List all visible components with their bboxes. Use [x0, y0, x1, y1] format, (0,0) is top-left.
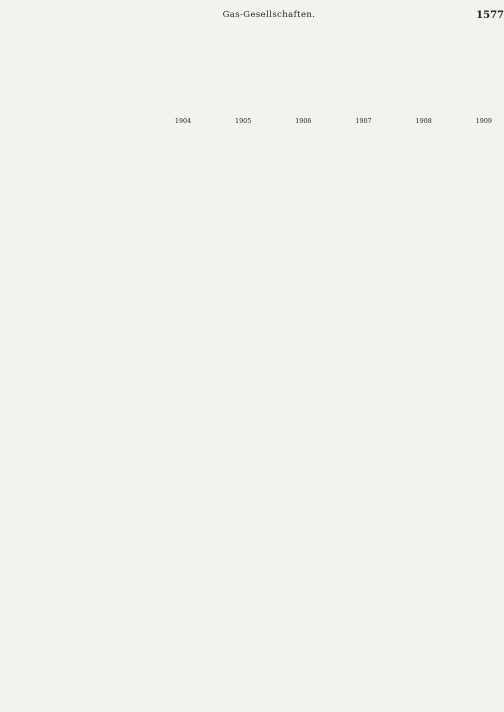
text-line: [34, 685, 494, 692]
text-line: [34, 649, 494, 656]
text-line: [34, 692, 494, 699]
text-line: [34, 455, 494, 462]
text-line: [34, 325, 494, 332]
text-line: [34, 102, 494, 109]
text-line: [34, 275, 494, 282]
text-line: [34, 498, 494, 505]
text-line: [34, 670, 494, 677]
text-line: [34, 225, 494, 232]
text-line: [34, 383, 494, 390]
text-line: [34, 411, 494, 418]
text-line: [34, 296, 494, 303]
text-line: [34, 505, 494, 512]
text-line: [34, 376, 494, 383]
text-line: [34, 361, 494, 368]
text-line: [34, 268, 494, 275]
text-line: [34, 577, 494, 584]
text-line: [34, 562, 494, 569]
text-line: [34, 347, 494, 354]
year-header: 1908: [415, 117, 432, 125]
text-line: [34, 606, 494, 613]
text-line: [34, 519, 494, 526]
year-header: 1905: [235, 117, 252, 125]
text-line: [34, 433, 494, 440]
text-line: [34, 66, 494, 73]
text-line: [34, 570, 494, 577]
text-line: [34, 304, 494, 311]
running-title: Gas-Gesellschaften.: [222, 10, 316, 20]
text-block-b: [34, 189, 494, 702]
text-line: [34, 426, 494, 433]
text-line: [34, 52, 494, 59]
body-text: [34, 30, 494, 702]
text-line: [34, 80, 494, 87]
text-line: [34, 699, 494, 702]
table-header-row: [34, 118, 494, 125]
text-line: [34, 462, 494, 469]
text-line: [34, 541, 494, 548]
text-line: [34, 598, 494, 605]
text-line: [34, 390, 494, 397]
text-line: [34, 88, 494, 95]
text-line: [34, 404, 494, 411]
text-line: [34, 109, 494, 116]
text-line: [34, 95, 494, 102]
text-line: [34, 491, 494, 498]
text-line: [34, 663, 494, 670]
year-header: 1906: [295, 117, 312, 125]
text-block-a: [34, 30, 494, 131]
text-line: [34, 368, 494, 375]
text-line: [34, 318, 494, 325]
text-line: [34, 440, 494, 447]
text-line: [34, 483, 494, 490]
table-corner: [34, 118, 133, 125]
text-line: [34, 30, 494, 37]
text-line: [34, 634, 494, 641]
text-line: [34, 37, 494, 44]
text-line: [34, 217, 494, 224]
text-line: [34, 289, 494, 296]
text-line: [34, 447, 494, 454]
text-line: [34, 196, 494, 203]
production-table: [34, 118, 494, 125]
text-line: [34, 340, 494, 347]
text-line: [34, 534, 494, 541]
text-line: [34, 656, 494, 663]
table-spacer: [34, 131, 494, 189]
text-line: [34, 232, 494, 239]
text-line: [34, 253, 494, 260]
page-header: [34, 10, 504, 24]
text-line: [34, 203, 494, 210]
text-line: [34, 73, 494, 80]
text-line: [34, 397, 494, 404]
left-margin-notes: [0, 30, 30, 430]
text-line: [34, 59, 494, 66]
text-line: [34, 548, 494, 555]
text-line: [34, 469, 494, 476]
year-header: 1904: [174, 117, 192, 125]
year-header: 1907: [355, 117, 372, 125]
text-line: [34, 512, 494, 519]
text-line: [34, 239, 494, 246]
text-line: [34, 261, 494, 268]
text-line: [34, 613, 494, 620]
text-line: [34, 246, 494, 253]
text-line: [34, 189, 494, 196]
year-header: 1909: [475, 117, 492, 125]
page-number: 1577: [476, 10, 504, 21]
text-line: [34, 354, 494, 361]
text-line: [34, 526, 494, 533]
text-line: [34, 282, 494, 289]
text-line: [34, 210, 494, 217]
text-line: [34, 419, 494, 426]
text-line: [34, 677, 494, 684]
text-line: [34, 620, 494, 627]
text-line: [34, 476, 494, 483]
text-line: [34, 311, 494, 318]
text-line: [34, 627, 494, 634]
text-line: [34, 591, 494, 598]
text-line: [34, 584, 494, 591]
text-line: [34, 641, 494, 648]
text-line: [34, 332, 494, 339]
text-line: [34, 555, 494, 562]
text-line: [34, 44, 494, 51]
